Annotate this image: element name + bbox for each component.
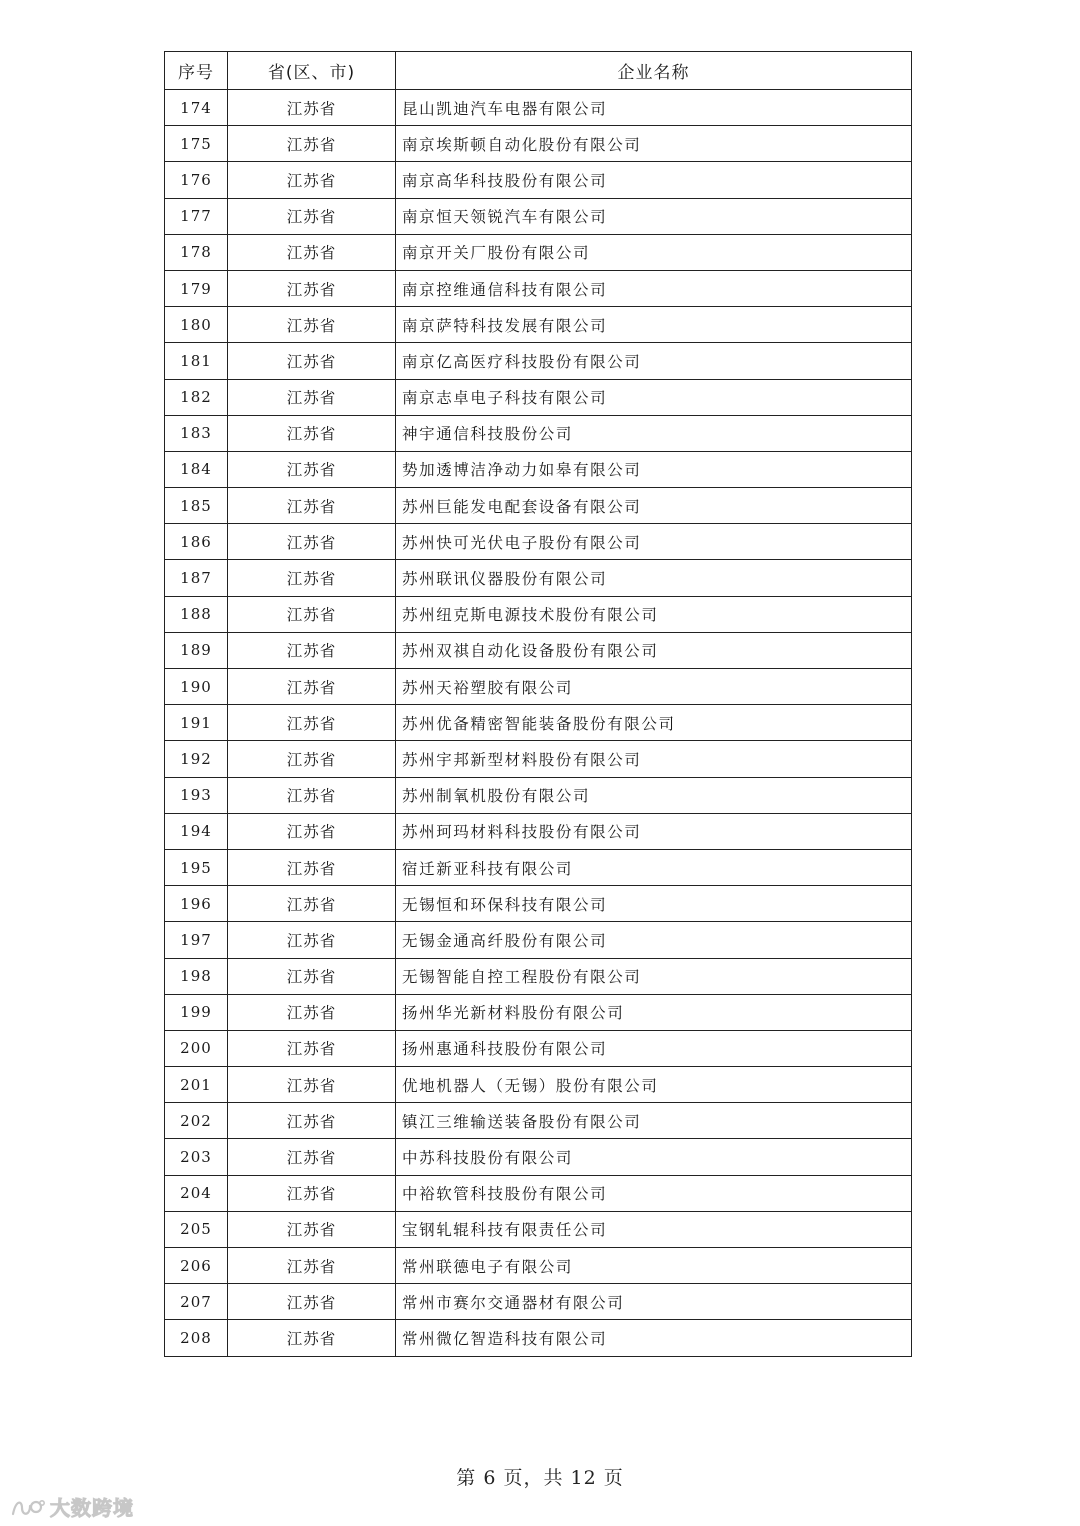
- row-company-name: 苏州快可光伏电子股份有限公司: [396, 524, 912, 560]
- table-row: [165, 307, 912, 343]
- row-company-name: 苏州优备精密智能装备股份有限公司: [396, 705, 912, 741]
- row-index: 182: [165, 379, 228, 415]
- row-company-name: 苏州纽克斯电源技术股份有限公司: [396, 596, 912, 632]
- row-company-name: 苏州珂玛材料科技股份有限公司: [396, 813, 912, 849]
- row-province: 江苏省: [228, 958, 396, 994]
- table-row: [165, 849, 912, 885]
- row-index: 207: [165, 1284, 228, 1320]
- row-province: 江苏省: [228, 596, 396, 632]
- row-company-name: 镇江三维输送装备股份有限公司: [396, 1103, 912, 1139]
- row-index: 200: [165, 1030, 228, 1066]
- table-row: [165, 1248, 912, 1284]
- table-row: [165, 379, 912, 415]
- row-index: 180: [165, 307, 228, 343]
- watermark: [10, 1492, 134, 1521]
- row-province: 江苏省: [228, 379, 396, 415]
- row-company-name: 优地机器人（无锡）股份有限公司: [396, 1067, 912, 1103]
- table-row: [165, 126, 912, 162]
- row-province: 江苏省: [228, 849, 396, 885]
- row-index: 194: [165, 813, 228, 849]
- row-index: 204: [165, 1175, 228, 1211]
- row-province: 江苏省: [228, 488, 396, 524]
- row-index: 190: [165, 669, 228, 705]
- row-company-name: 苏州联讯仪器股份有限公司: [396, 560, 912, 596]
- row-company-name: 苏州制氧机股份有限公司: [396, 777, 912, 813]
- table-row: [165, 451, 912, 487]
- row-province: 江苏省: [228, 1248, 396, 1284]
- table-row: [165, 669, 912, 705]
- header-province: 省(区、市): [228, 52, 396, 90]
- row-province: 江苏省: [228, 741, 396, 777]
- row-province: 江苏省: [228, 451, 396, 487]
- row-province: 江苏省: [228, 1067, 396, 1103]
- row-company-name: 常州市赛尔交通器材有限公司: [396, 1284, 912, 1320]
- table-row: [165, 1284, 912, 1320]
- table-header-row: [165, 52, 912, 90]
- row-province: 江苏省: [228, 886, 396, 922]
- row-province: 江苏省: [228, 813, 396, 849]
- table-row: [165, 886, 912, 922]
- row-province: 江苏省: [228, 126, 396, 162]
- row-index: 183: [165, 415, 228, 451]
- row-province: 江苏省: [228, 669, 396, 705]
- row-index: 201: [165, 1067, 228, 1103]
- row-company-name: 南京控维通信科技有限公司: [396, 270, 912, 306]
- row-index: 177: [165, 198, 228, 234]
- row-company-name: 南京高华科技股份有限公司: [396, 162, 912, 198]
- row-index: 174: [165, 90, 228, 126]
- row-index: 186: [165, 524, 228, 560]
- table-row: [165, 1211, 912, 1247]
- table-row: [165, 632, 912, 668]
- row-index: 178: [165, 234, 228, 270]
- row-province: 江苏省: [228, 1320, 396, 1356]
- row-index: 192: [165, 741, 228, 777]
- row-index: 193: [165, 777, 228, 813]
- row-province: 江苏省: [228, 1211, 396, 1247]
- row-company-name: 无锡恒和环保科技有限公司: [396, 886, 912, 922]
- row-index: 181: [165, 343, 228, 379]
- table-row: [165, 1175, 912, 1211]
- table-row: [165, 994, 912, 1030]
- header-company: 企业名称: [396, 52, 912, 90]
- row-company-name: 苏州宇邦新型材料股份有限公司: [396, 741, 912, 777]
- row-index: 197: [165, 922, 228, 958]
- company-table-container: [164, 51, 911, 1357]
- row-province: 江苏省: [228, 1175, 396, 1211]
- row-company-name: 苏州双祺自动化设备股份有限公司: [396, 632, 912, 668]
- row-index: 196: [165, 886, 228, 922]
- row-index: 203: [165, 1139, 228, 1175]
- row-province: 江苏省: [228, 922, 396, 958]
- row-province: 江苏省: [228, 632, 396, 668]
- row-index: 188: [165, 596, 228, 632]
- row-province: 江苏省: [228, 162, 396, 198]
- row-index: 187: [165, 560, 228, 596]
- table-row: [165, 741, 912, 777]
- table-row: [165, 1103, 912, 1139]
- row-company-name: 势加透博洁净动力如皋有限公司: [396, 451, 912, 487]
- row-province: 江苏省: [228, 1139, 396, 1175]
- table-row: [165, 922, 912, 958]
- row-index: 191: [165, 705, 228, 741]
- row-index: 206: [165, 1248, 228, 1284]
- row-province: 江苏省: [228, 90, 396, 126]
- table-row: [165, 1139, 912, 1175]
- row-province: 江苏省: [228, 994, 396, 1030]
- table-row: [165, 777, 912, 813]
- row-province: 江苏省: [228, 1030, 396, 1066]
- row-company-name: 扬州华光新材料股份有限公司: [396, 994, 912, 1030]
- row-index: 198: [165, 958, 228, 994]
- table-row: [165, 234, 912, 270]
- row-index: 189: [165, 632, 228, 668]
- page-number: 第 6 页，共 12 页: [456, 1467, 624, 1489]
- table-row: [165, 705, 912, 741]
- company-table: [164, 51, 912, 1357]
- table-row: [165, 1030, 912, 1066]
- table-row: [165, 270, 912, 306]
- table-row: [165, 488, 912, 524]
- row-index: 176: [165, 162, 228, 198]
- row-company-name: 南京埃斯顿自动化股份有限公司: [396, 126, 912, 162]
- row-company-name: 中苏科技股份有限公司: [396, 1139, 912, 1175]
- row-company-name: 扬州惠通科技股份有限公司: [396, 1030, 912, 1066]
- row-company-name: 南京志卓电子科技有限公司: [396, 379, 912, 415]
- table-row: [165, 958, 912, 994]
- row-province: 江苏省: [228, 270, 396, 306]
- row-province: 江苏省: [228, 415, 396, 451]
- row-company-name: 南京恒天领锐汽车有限公司: [396, 198, 912, 234]
- row-company-name: 南京开关厂股份有限公司: [396, 234, 912, 270]
- row-province: 江苏省: [228, 777, 396, 813]
- table-row: [165, 90, 912, 126]
- row-province: 江苏省: [228, 705, 396, 741]
- table-row: [165, 415, 912, 451]
- row-province: 江苏省: [228, 343, 396, 379]
- row-index: 195: [165, 849, 228, 885]
- row-province: 江苏省: [228, 307, 396, 343]
- row-company-name: 无锡金通高纤股份有限公司: [396, 922, 912, 958]
- row-index: 199: [165, 994, 228, 1030]
- row-index: 185: [165, 488, 228, 524]
- table-row: [165, 560, 912, 596]
- row-index: 208: [165, 1320, 228, 1356]
- table-row: [165, 524, 912, 560]
- row-company-name: 常州联德电子有限公司: [396, 1248, 912, 1284]
- row-company-name: 无锡智能自控工程股份有限公司: [396, 958, 912, 994]
- row-company-name: 苏州天裕塑胶有限公司: [396, 669, 912, 705]
- table-row: [165, 596, 912, 632]
- table-row: [165, 343, 912, 379]
- row-province: 江苏省: [228, 198, 396, 234]
- table-row: [165, 1067, 912, 1103]
- row-company-name: 苏州巨能发电配套设备有限公司: [396, 488, 912, 524]
- header-index: 序号: [165, 52, 228, 90]
- row-company-name: 神宇通信科技股份公司: [396, 415, 912, 451]
- row-index: 205: [165, 1211, 228, 1247]
- row-index: 175: [165, 126, 228, 162]
- row-company-name: 南京亿高医疗科技股份有限公司: [396, 343, 912, 379]
- row-index: 184: [165, 451, 228, 487]
- row-index: 179: [165, 270, 228, 306]
- table-row: [165, 198, 912, 234]
- row-province: 江苏省: [228, 560, 396, 596]
- table-body: [165, 90, 912, 1357]
- watermark-text: 大数跨境: [50, 1496, 134, 1520]
- row-company-name: 常州微亿智造科技有限公司: [396, 1320, 912, 1356]
- row-province: 江苏省: [228, 1284, 396, 1320]
- row-index: 202: [165, 1103, 228, 1139]
- row-province: 江苏省: [228, 524, 396, 560]
- row-company-name: 宿迁新亚科技有限公司: [396, 849, 912, 885]
- row-company-name: 南京萨特科技发展有限公司: [396, 307, 912, 343]
- table-row: [165, 162, 912, 198]
- row-company-name: 中裕软管科技股份有限公司: [396, 1175, 912, 1211]
- table-row: [165, 1320, 912, 1356]
- table-row: [165, 813, 912, 849]
- row-province: 江苏省: [228, 1103, 396, 1139]
- row-company-name: 昆山凯迪汽车电器有限公司: [396, 90, 912, 126]
- row-province: 江苏省: [228, 234, 396, 270]
- watermark-logo-icon: [10, 1496, 46, 1518]
- row-company-name: 宝钢轧辊科技有限责任公司: [396, 1211, 912, 1247]
